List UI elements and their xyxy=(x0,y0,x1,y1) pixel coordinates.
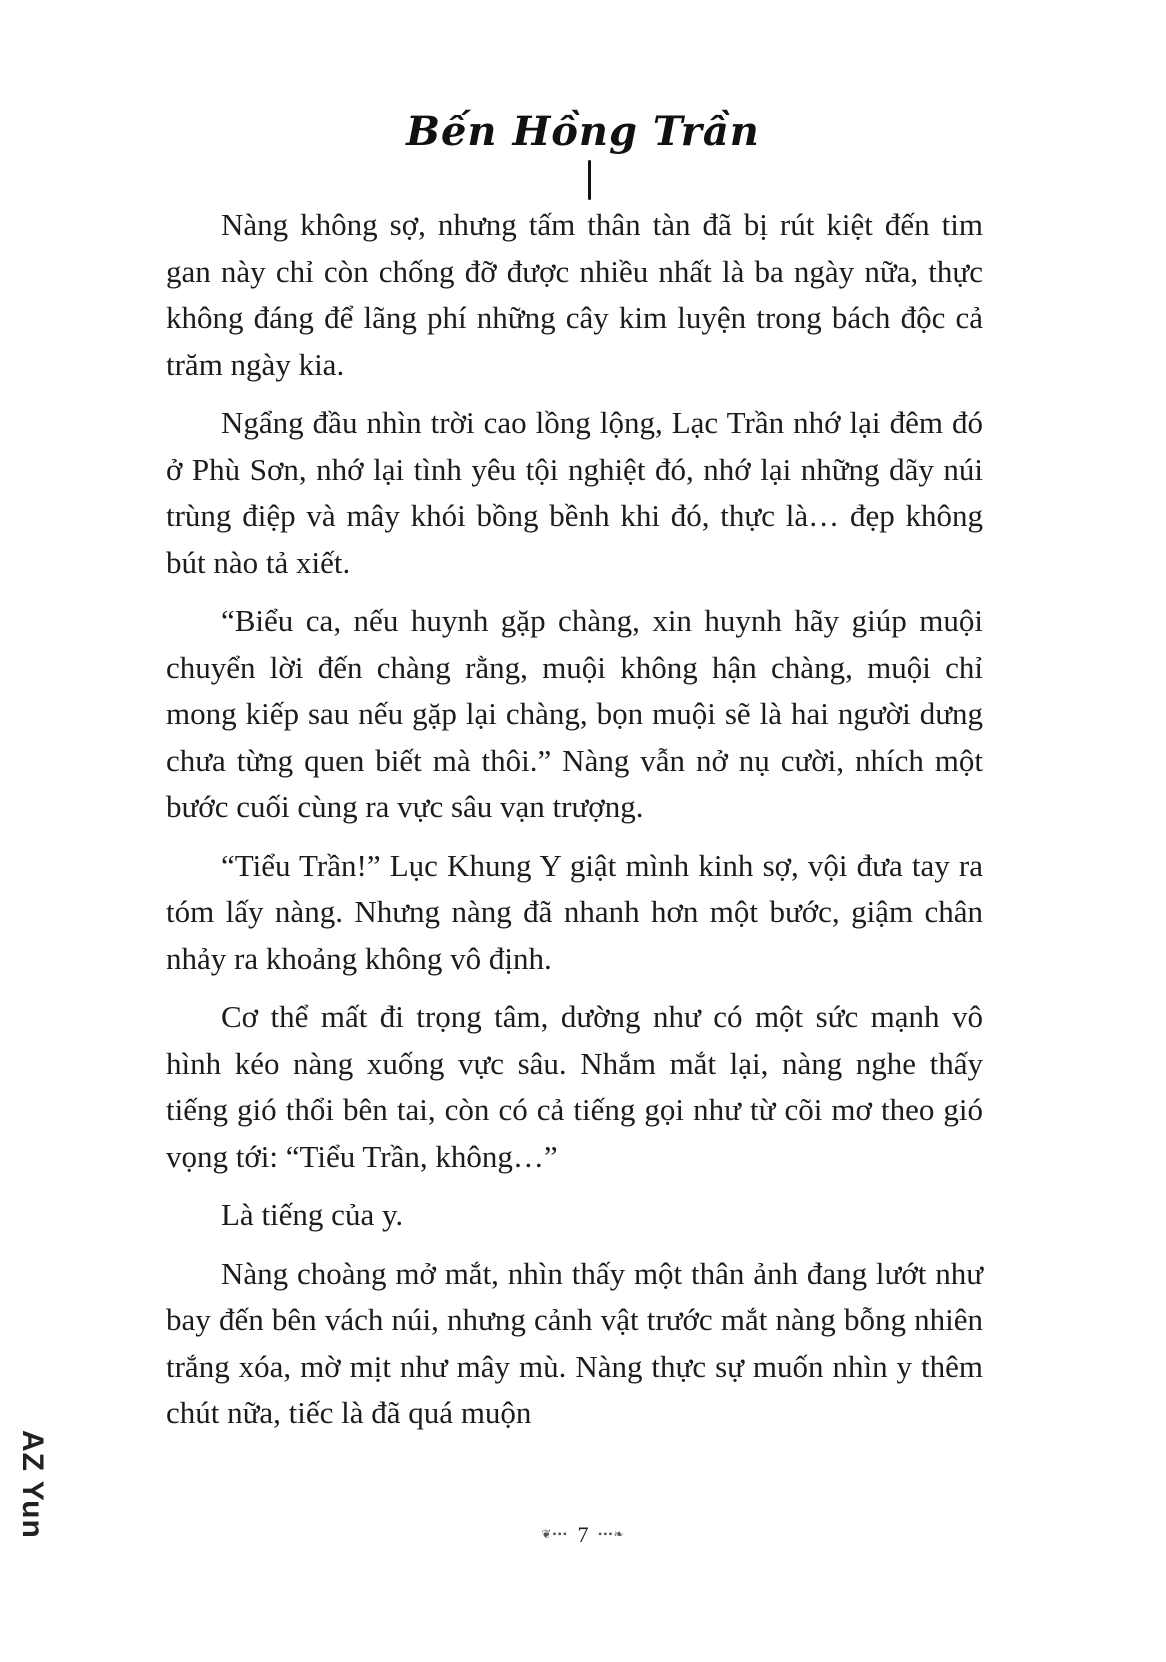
paragraph: “Biểu ca, nếu huynh gặp chàng, xin huynh hãy giúp muội chuyển lời đến chàng rằng, muội không hận chàng, muội chỉ mong kiếp sau nếu gặp lại chàng, bọn muội sẽ là hai người dưng chưa từng quen biết mà thôi.” Nàng vẫn nở nụ cười, nhích một bước cuối cùng ra vực sâu vạn trượng. xyxy=(166,603,983,824)
page-title: Bến Hồng Trần xyxy=(406,108,760,155)
paragraph: Nàng không sợ, nhưng tấm thân tàn đã bị rút kiệt đến tim gan này chỉ còn chống đỡ được nhiều nhất là ba ngày nữa, thực không đáng để lãng phí những cây kim luyện trong bách độc cả trăm ngày kia. xyxy=(166,207,983,382)
paragraph: Ngẩng đầu nhìn trời cao lồng lộng, Lạc Trần nhớ lại đêm đó ở Phù Sơn, nhớ lại tình yêu tội nghiệt đó, nhớ lại những dãy núi trùng điệp và mây khói bồng bềnh khi đó, thực là… đẹp không bút nào tả xiết. xyxy=(166,405,983,580)
paragraph: Cơ thể mất đi trọng tâm, dường như có một sức mạnh vô hình kéo nàng xuống vực sâu. Nhắm mắt lại, nàng nghe thấy tiếng gió thổi bên tai, còn có cả tiếng gọi như từ cõi mơ theo gió vọng tới: “Tiểu Trần, không…” xyxy=(166,999,983,1174)
paragraph: Là tiếng của y. xyxy=(221,1197,404,1232)
title-flourish xyxy=(588,160,591,200)
page-footer xyxy=(0,1520,1166,1548)
left-ornament-icon: ❦••• xyxy=(541,1527,568,1542)
publisher-logo: AZ Yun xyxy=(16,1430,49,1539)
paragraph: Nàng choàng mở mắt, nhìn thấy một thân ảnh đang lướt như bay đến bên vách núi, nhưng cảnh vật trước mắt nàng bỗng nhiên trắng xóa, mờ mịt như mây mù. Nàng thực sự muốn nhìn y thêm chút nữa, tiếc là đã quá muộn xyxy=(166,1255,983,1430)
page-number: 7 xyxy=(577,1521,589,1547)
body-text xyxy=(166,202,983,1437)
right-ornament-icon: •••❧ xyxy=(598,1527,625,1542)
paragraph: “Tiểu Trần!” Lục Khung Y giật mình kinh sợ, vội đưa tay ra tóm lấy nàng. Nhưng nàng đã nhanh hơn một bước, giậm chân nhảy ra khoảng không vô định. xyxy=(166,847,983,976)
